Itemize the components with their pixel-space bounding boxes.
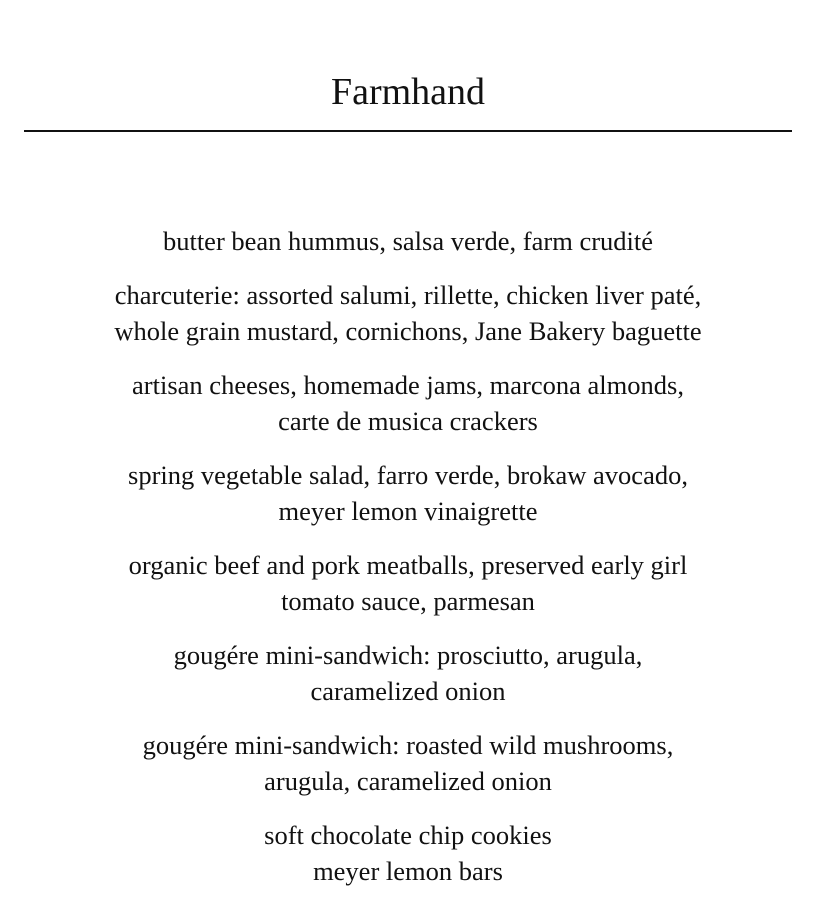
menu-item-line: spring vegetable salad, farro verde, brokaw avocado, — [128, 460, 688, 490]
menu-item-line: meyer lemon bars — [313, 856, 503, 886]
title-divider — [24, 130, 792, 132]
menu-item-line: soft chocolate chip cookies — [264, 820, 552, 850]
menu-item-line: carte de musica crackers — [278, 406, 538, 436]
menu-item — [0, 637, 816, 709]
menu-item-line: arugula, caramelized onion — [264, 766, 552, 796]
menu-item-line: meyer lemon vinaigrette — [278, 496, 538, 526]
menu-title: Farmhand — [330, 71, 486, 113]
menu-item-line: tomato sauce, parmesan — [281, 586, 535, 616]
menu-item — [0, 367, 816, 439]
menu-item — [0, 277, 816, 349]
menu-item-line: gougére mini-sandwich: prosciutto, arugula, — [173, 640, 643, 670]
menu-item-line: gougére mini-sandwich: roasted wild mushrooms, — [142, 730, 674, 760]
menu-item-line: caramelized onion — [310, 676, 506, 706]
menu-item-line: charcuterie: assorted salumi, rillette, chicken liver paté, — [114, 280, 702, 310]
menu-item-line: whole grain mustard, cornichons, Jane Bakery baguette — [114, 316, 702, 346]
menu-item — [0, 727, 816, 799]
menu-item-line: organic beef and pork meatballs, preserved early girl — [128, 550, 688, 580]
menu-item-line: butter bean hummus, salsa verde, farm crudité — [162, 226, 654, 256]
menu-item — [0, 817, 816, 889]
menu-item-line: artisan cheeses, homemade jams, marcona almonds, — [132, 370, 684, 400]
menu-list — [0, 223, 816, 907]
menu-item — [0, 547, 816, 619]
menu-item — [0, 223, 816, 259]
menu-item — [0, 457, 816, 529]
